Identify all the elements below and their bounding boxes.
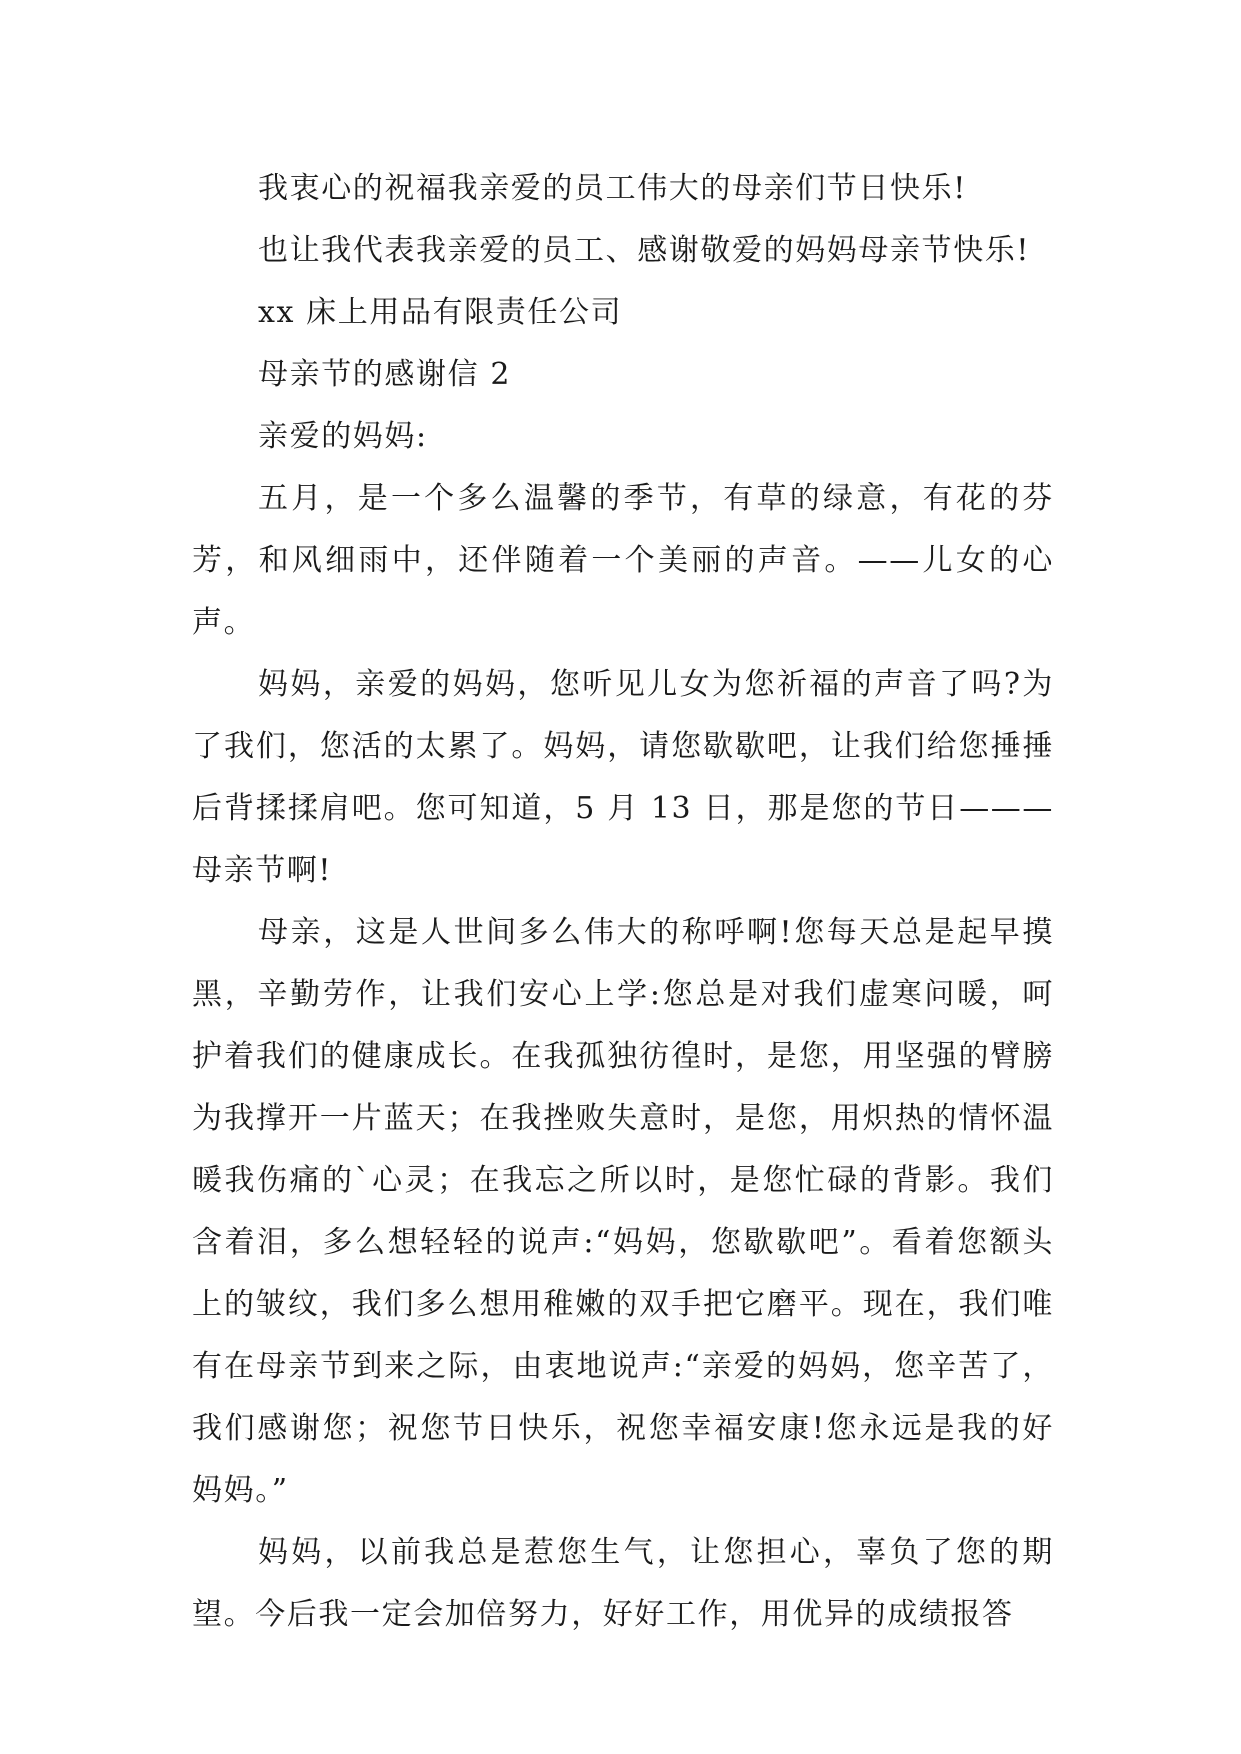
document-body: [192, 158, 1054, 1646]
paragraph-mom-listen: 妈妈，亲爱的妈妈，您听见儿女为您祈福的声音了吗?为了我们，您活的太累了。妈妈，请您歇歇吧，让我们给您捶捶后背揉揉肩吧。您可知道，5 月 13 日，那是您的节日———母亲节啊!: [192, 667, 1054, 888]
company-signature: xx 床上用品有限责任公司: [258, 295, 623, 330]
paragraph-promise: 妈妈，以前我总是惹您生气，让您担心，辜负了您的期望。今后我一定会加倍努力，好好工作，用优异的成绩报答: [192, 1535, 1054, 1632]
text-line-thanks: 也让我代表我亲爱的员工、感谢敬爱的妈妈母亲节快乐!: [258, 233, 1031, 268]
paragraph-mother-great: 母亲，这是人世间多么伟大的称呼啊!您每天总是起早摸黑，辛勤劳作，让我们安心上学:您总是对我们虚寒问暖，呵护着我们的健康成长。在我孤独彷徨时，是您，用坚强的臂膀为我撑开一片蓝天；在我挫败失意时，是您，用炽热的情怀温暖我伤痛的`心灵；在我忘之所以时，是您忙碌的背影。我们含着泪，多么想轻轻的说声:“妈妈，您歇歇吧”。看着您额头上的皱纹，我们多么想用稚嫩的双手把它磨平。现在，我们唯有在母亲节到来之际，由衷地说声:“亲爱的妈妈，您辛苦了，我们感谢您；祝您节日快乐，祝您幸福安康!您永远是我的好妈妈。”: [192, 915, 1054, 1508]
letter-salutation: 亲爱的妈妈:: [258, 419, 428, 454]
text-line-blessing: 我衷心的祝福我亲爱的员工伟大的母亲们节日快乐!: [258, 171, 967, 206]
letter-title: 母亲节的感谢信 2: [258, 357, 512, 392]
paragraph-may: 五月，是一个多么温馨的季节，有草的绿意，有花的芬芳，和风细雨中，还伴随着一个美丽的声音。——儿女的心声。: [192, 481, 1054, 640]
